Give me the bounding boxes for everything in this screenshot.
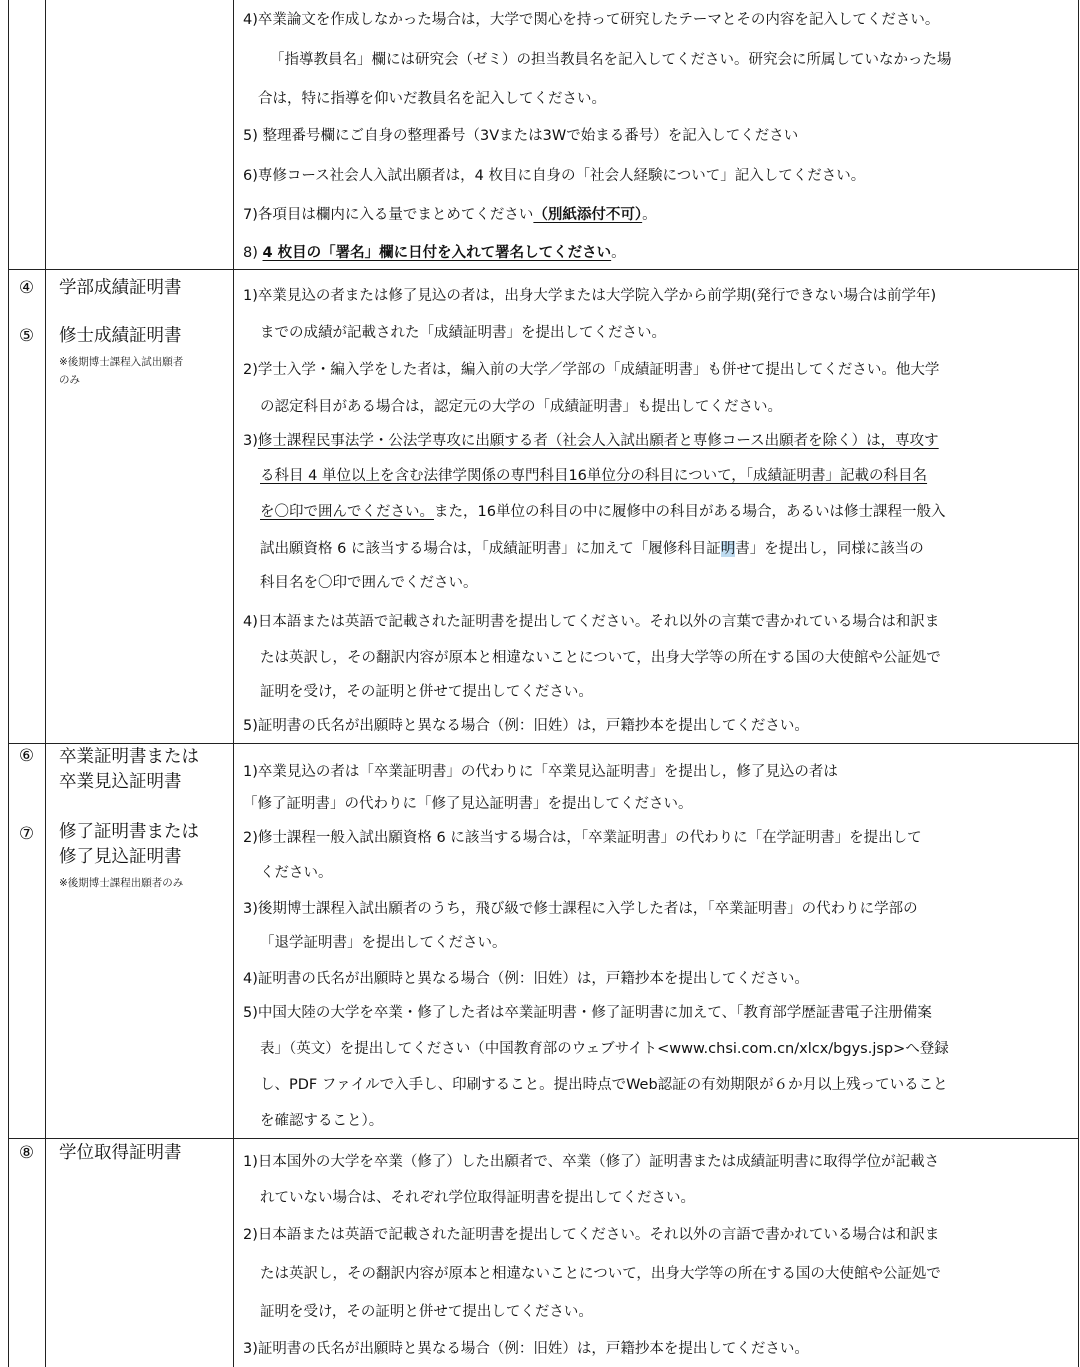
instruction-line: 3)後期博士課程入試出願者のうち，飛び級で修士課程に入学した者は，「卒業証明書」の代わりに学部の — [243, 901, 918, 917]
underlined-text: を〇印で囲んでください。 — [260, 504, 434, 520]
instruction-line: 4)卒業論文を作成しなかった場合は，大学で関心を持って研究したテーマとその内容を記入してください。 — [243, 12, 940, 28]
instruction-line: 4)日本語または英語で記載された証明書を提出してください。それ以外の言葉で書かれている場合は和訳ま — [243, 614, 940, 630]
row-divider — [8, 743, 1079, 744]
instruction-line: し、PDF ファイルで入手し、印刷すること。提出時点でWeb認証の有効期限が６か月以上残っていること — [260, 1077, 948, 1093]
instruction-line: の認定科目がある場合は，認定元の大学の「成績証明書」も提出してください。 — [260, 399, 782, 415]
item-number: ④ — [18, 278, 35, 298]
row-divider — [8, 1138, 1079, 1139]
item-title: 学位取得証明書 — [59, 1143, 182, 1163]
instruction-line: 4)証明書の氏名が出願時と異なる場合（例：旧姓）は，戸籍抄本を提出してください。 — [243, 971, 809, 987]
instruction-line: 2)学士入学・編入学をした者は，編入前の大学／学部の「成績証明書」も併せて提出してください。他大学 — [243, 362, 940, 378]
item-note: ※後期博士課程出願者のみ — [59, 877, 184, 889]
text: 書」を提出し，同様に該当の — [735, 541, 924, 557]
instruction-line — [260, 539, 1060, 559]
item-note: のみ — [59, 374, 80, 386]
instruction-line: 5) 整理番号欄にご自身の整理番号（3Vまたは3Wで始まる番号）を記入してください — [243, 128, 799, 144]
item-number: ⑧ — [18, 1143, 35, 1163]
instruction-line: 2)日本語または英語で記載された証明書を提出してください。それ以外の言語で書かれている場合は和訳ま — [243, 1227, 940, 1243]
item-number: ⑤ — [18, 326, 35, 346]
text: 3) — [243, 433, 258, 449]
instruction-line: 5)証明書の氏名が出願時と異なる場合（例：旧姓）は，戸籍抄本を提出してください。 — [243, 718, 809, 734]
item-title: 修了見込証明書 — [59, 847, 182, 867]
instruction-line: 証明を受け，その証明と併せて提出してください。 — [260, 1304, 593, 1320]
instruction-line — [243, 205, 1060, 225]
instruction-line: れていない場合は、それぞれ学位取得証明書を提出してください。 — [260, 1190, 695, 1206]
instruction-line: 1)日本国外の大学を卒業（修了）した出願者で、卒業（修了）証明書または成績証明書に取得学位が記載さ — [243, 1154, 940, 1170]
instruction-line: 証明を受け，その証明と併せて提出してください。 — [260, 684, 593, 700]
row-divider — [8, 269, 1079, 270]
instruction-line: ください。 — [260, 865, 333, 881]
instruction-line: までの成績が記載された「成績証明書」を提出してください。 — [260, 325, 666, 341]
emphasis-signature: 4 枚目の「署名」欄に日付を入れて署名してください — [262, 245, 612, 261]
instruction-line — [243, 431, 1060, 451]
text: 試出願資格 6 に該当する場合は，「成績証明書」に加えて「履修科目証 — [260, 541, 721, 557]
instruction-line: 表」（英文）を提出してください（中国教育部のウェブサイト<www.chsi.com.cn/xlcx/bgys.jsp>へ登録 — [260, 1041, 949, 1057]
table-border-right — [1078, 0, 1079, 1367]
instruction-line: 3)証明書の氏名が出願時と異なる場合（例：旧姓）は，戸籍抄本を提出してください。 — [243, 1341, 809, 1357]
text: 8) — [243, 245, 263, 261]
text-selection-highlight: 明 — [720, 541, 736, 557]
item-number: ⑥ — [18, 746, 35, 766]
instruction-line: 1)卒業見込の者は「卒業証明書」の代わりに「卒業見込証明書」を提出し，修了見込の者は — [243, 764, 838, 780]
item-title: 修了証明書または — [59, 822, 199, 842]
item-title: 卒業見込証明書 — [59, 772, 182, 792]
table-column-divider-number — [45, 0, 46, 1367]
item-title: 修士成績証明書 — [59, 326, 182, 346]
instruction-line: 6)専修コース社会人入試出願者は，4 枚目に自身の「社会人経験について」記入してください。 — [243, 168, 866, 184]
instruction-line: 科目名を〇印で囲んでください。 — [260, 575, 478, 591]
instruction-line: 「指導教員名」欄には研究会（ゼミ）の担当教員名を記入してください。研究会に所属していなかった場 — [270, 52, 952, 68]
item-title: 学部成績証明書 — [59, 278, 182, 298]
text: 。 — [611, 245, 626, 261]
instruction-line: たは英訳し，その翻訳内容が原本と相違ないことについて，出身大学等の所在する国の大使館や公証処で — [260, 650, 941, 666]
item-title: 卒業証明書または — [59, 747, 199, 767]
instruction-line: 「退学証明書」を提出してください。 — [260, 935, 507, 951]
emphasis-no-attachments: （別紙添付不可） — [533, 207, 643, 223]
instruction-line: 1)卒業見込の者または修了見込の者は，出身大学または大学院入学から前学期(発行できない場合は前学年) — [243, 288, 937, 304]
instruction-line: を確認すること）。 — [260, 1113, 384, 1129]
underlined-text: 修士課程民事法学・公法学専攻に出願する者（社会人入試出願者と専修コース出願者を除く）は，専攻す — [257, 433, 939, 449]
text: 。 — [642, 207, 657, 223]
item-note: ※後期博士課程入試出願者 — [59, 356, 184, 368]
instruction-line — [260, 502, 1060, 522]
instruction-line: 2)修士課程一般入試出願資格 6 に該当する場合は，「卒業証明書」の代わりに「在学証明書」を提出して — [243, 830, 922, 846]
instruction-line: 合は，特に指導を仰いだ教員名を記入してください。 — [258, 91, 606, 107]
text: 7)各項目は欄内に入る量でまとめてください — [243, 207, 534, 223]
instruction-line — [243, 243, 1060, 263]
text: また，16単位の科目の中に履修中の科目がある場合，あるいは修士課程一般入 — [434, 504, 946, 520]
instruction-line: る科目 4 単位以上を含む法律学関係の専門科目16単位分の科目について，「成績証明書」記載の科目名 — [260, 468, 928, 484]
instruction-line: 5)中国大陸の大学を卒業・修了した者は卒業証明書・修了証明書に加えて、「教育部学歴証書電子注册備案 — [243, 1005, 932, 1021]
item-number: ⑦ — [18, 824, 35, 844]
table-column-divider-title — [233, 0, 234, 1367]
instruction-line: 「修了証明書」の代わりに「修了見込証明書」を提出してください。 — [243, 796, 693, 812]
instruction-line: たは英訳し，その翻訳内容が原本と相違ないことについて，出身大学等の所在する国の大使館や公証処で — [260, 1266, 941, 1282]
